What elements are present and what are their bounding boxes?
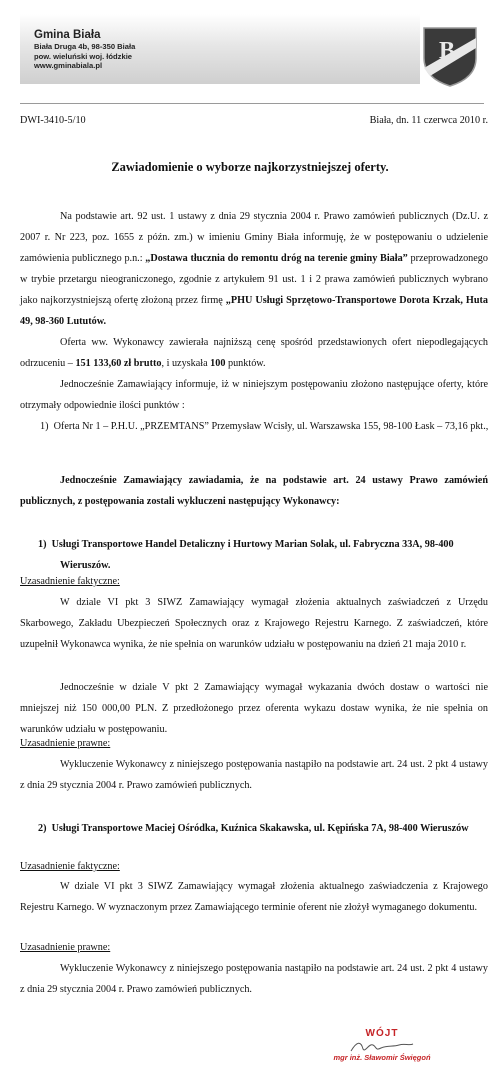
legal-justification-label-1: Uzasadnienie prawne: bbox=[20, 738, 111, 749]
org-address: Biała Druga 4b, 98-350 Biała bbox=[34, 42, 136, 51]
intro-paragraph bbox=[20, 206, 488, 332]
factual-justification-label-1: Uzasadnienie faktyczne: bbox=[20, 576, 120, 587]
org-website: www.gminabiala.pl bbox=[34, 61, 103, 70]
official-stamp bbox=[322, 1028, 442, 1076]
excluded-contractor-1: 1) Usługi Transportowe Handel Detaliczny i Hurtowy Marian Solak, ul. Fabryczna 33A, 98-400 Wieruszów. bbox=[38, 539, 454, 571]
reference-number: DWI-3410-5/10 bbox=[20, 115, 86, 126]
stamp-title: WÓJT bbox=[365, 1028, 399, 1039]
factual-justification-2: W dziale VI pkt 3 SIWZ Zamawiający wymagał złożenia aktualnego zaświadczenia z Krajowego Rejestru Karnego. W wyznaczonym przez Zamawiającego terminie oferent nie złożył wymaganego dokumentu. bbox=[20, 881, 488, 913]
factual-justification-1b: Jednocześnie w dziale V pkt 2 Zamawiający wymagał wykazania dwóch dostaw o wartości nie mniejszej niż 150 000,00 PLN. Z przedłożonego przez oferenta wykazu dostaw wynika, że nie spełnia on warunków udziału w postępowaniu. bbox=[20, 682, 488, 735]
stamp-name: mgr inż. Sławomir Święgoń bbox=[333, 1053, 431, 1062]
letterhead bbox=[20, 14, 484, 84]
logo-letter: B bbox=[439, 38, 456, 64]
letterhead-text bbox=[34, 28, 135, 71]
excluded-contractor-2: 2) Usługi Transportowe Maciej Ośródka, Kuźnica Skakawska, ul. Kępińska 7A, 98-400 Wieruszów bbox=[38, 823, 469, 834]
document-title: Zawiadomienie o wyborze najkorzystniejszej oferty. bbox=[111, 160, 389, 174]
intro-text-1: Na podstawie art. 92 ust. 1 ustawy z dnia 29 stycznia 2004 r. Prawo zamówień publicznych (Dz.U. z 2007 r. Nr 223, poz. 1655 z późn. zm.) w imieniu Gminy Biała informuję, że w postępowaniu o udzielenie zamówienia publicznego p.n.: bbox=[20, 211, 488, 264]
coat-of-arms-logo bbox=[418, 24, 482, 88]
offer-paragraph bbox=[20, 332, 488, 374]
tender-name: „Dostawa tłucznia do remontu dróg na terenie gminy Biała” bbox=[145, 253, 408, 264]
winning-company: „PHU Usługi Sprzętowo-Transportowe Dorota Krzak, Huta 49, 98-360 Lututów. bbox=[20, 295, 488, 327]
offer-list-item: 1) Oferta Nr 1 – P.H.U. „PRZEMTANS” Przemysław Wcisły, ul. Warszawska 155, 98-100 Łask – 73,16 pkt., bbox=[40, 421, 489, 432]
offer-text-2: , i uzyskała bbox=[161, 358, 211, 369]
org-name: Gmina Biała bbox=[34, 29, 101, 41]
offer-points: 100 bbox=[210, 358, 226, 369]
also-info-paragraph: Jednocześnie Zamawiający informuje, iż w niniejszym postępowaniu złożono następujące oferty, które otrzymały odpowiednie ilości punktów : bbox=[20, 379, 488, 411]
offer-text-3: punktów. bbox=[225, 358, 266, 369]
header-divider bbox=[20, 103, 484, 104]
intro-text-2: przeprowadzonego w trybie przetargu nieograniczonego, zgodnie z artykułem 91 ust. 1 i 2 prawa zamówień publicznych wybrano jako najkorzystniejszą ofertę złożoną przez firmę bbox=[20, 253, 488, 306]
place-date: Biała, dn. 11 czerwca 2010 r. bbox=[369, 115, 488, 126]
factual-justification-label-2: Uzasadnienie faktyczne: bbox=[20, 861, 120, 872]
legal-justification-label-2: Uzasadnienie prawne: bbox=[20, 942, 111, 953]
factual-justification-1a: W dziale VI pkt 3 SIWZ Zamawiający wymagał złożenia aktualnych zaświadczeń z Urzędu Skarbowego, Zakładu Ubezpieczeń Społecznych oraz z Krajowego Rejestru Karnego. Z zaświadczeń, które uzupełnił Wykonawca wynika, że nie spełnia on warunków udziału w postępowaniu na dzień 21 maja 2010 r. bbox=[20, 597, 488, 650]
org-district: pow. wieluński woj. łódzkie bbox=[34, 51, 133, 61]
legal-justification-2: Wykluczenie Wykonawcy z niniejszego postępowania nastąpiło na podstawie art. 24 ust. 2 pkt 4 ustawy z dnia 29 stycznia 2004 r. Prawo zamówień publicznych. bbox=[20, 963, 488, 995]
offer-text-1: Oferta ww. Wykonawcy zawierała najniższą cenę spośród przedstawionych ofert niepodlegających odrzuceniu – bbox=[20, 337, 488, 369]
legal-justification-1: Wykluczenie Wykonawcy z niniejszego postępowania nastąpiło na podstawie art. 24 ust. 2 pkt 4 ustawy z dnia 29 stycznia 2004 r. Prawo zamówień publicznych. bbox=[20, 759, 488, 791]
exclusion-notice: Jednocześnie Zamawiający zawiadamia, że na podstawie art. 24 ustawy Prawo zamówień publicznych, z postępowania zostali wykluczeni następujący Wykonawcy: bbox=[20, 475, 488, 507]
offer-price: 151 133,60 zł brutto bbox=[75, 358, 162, 369]
